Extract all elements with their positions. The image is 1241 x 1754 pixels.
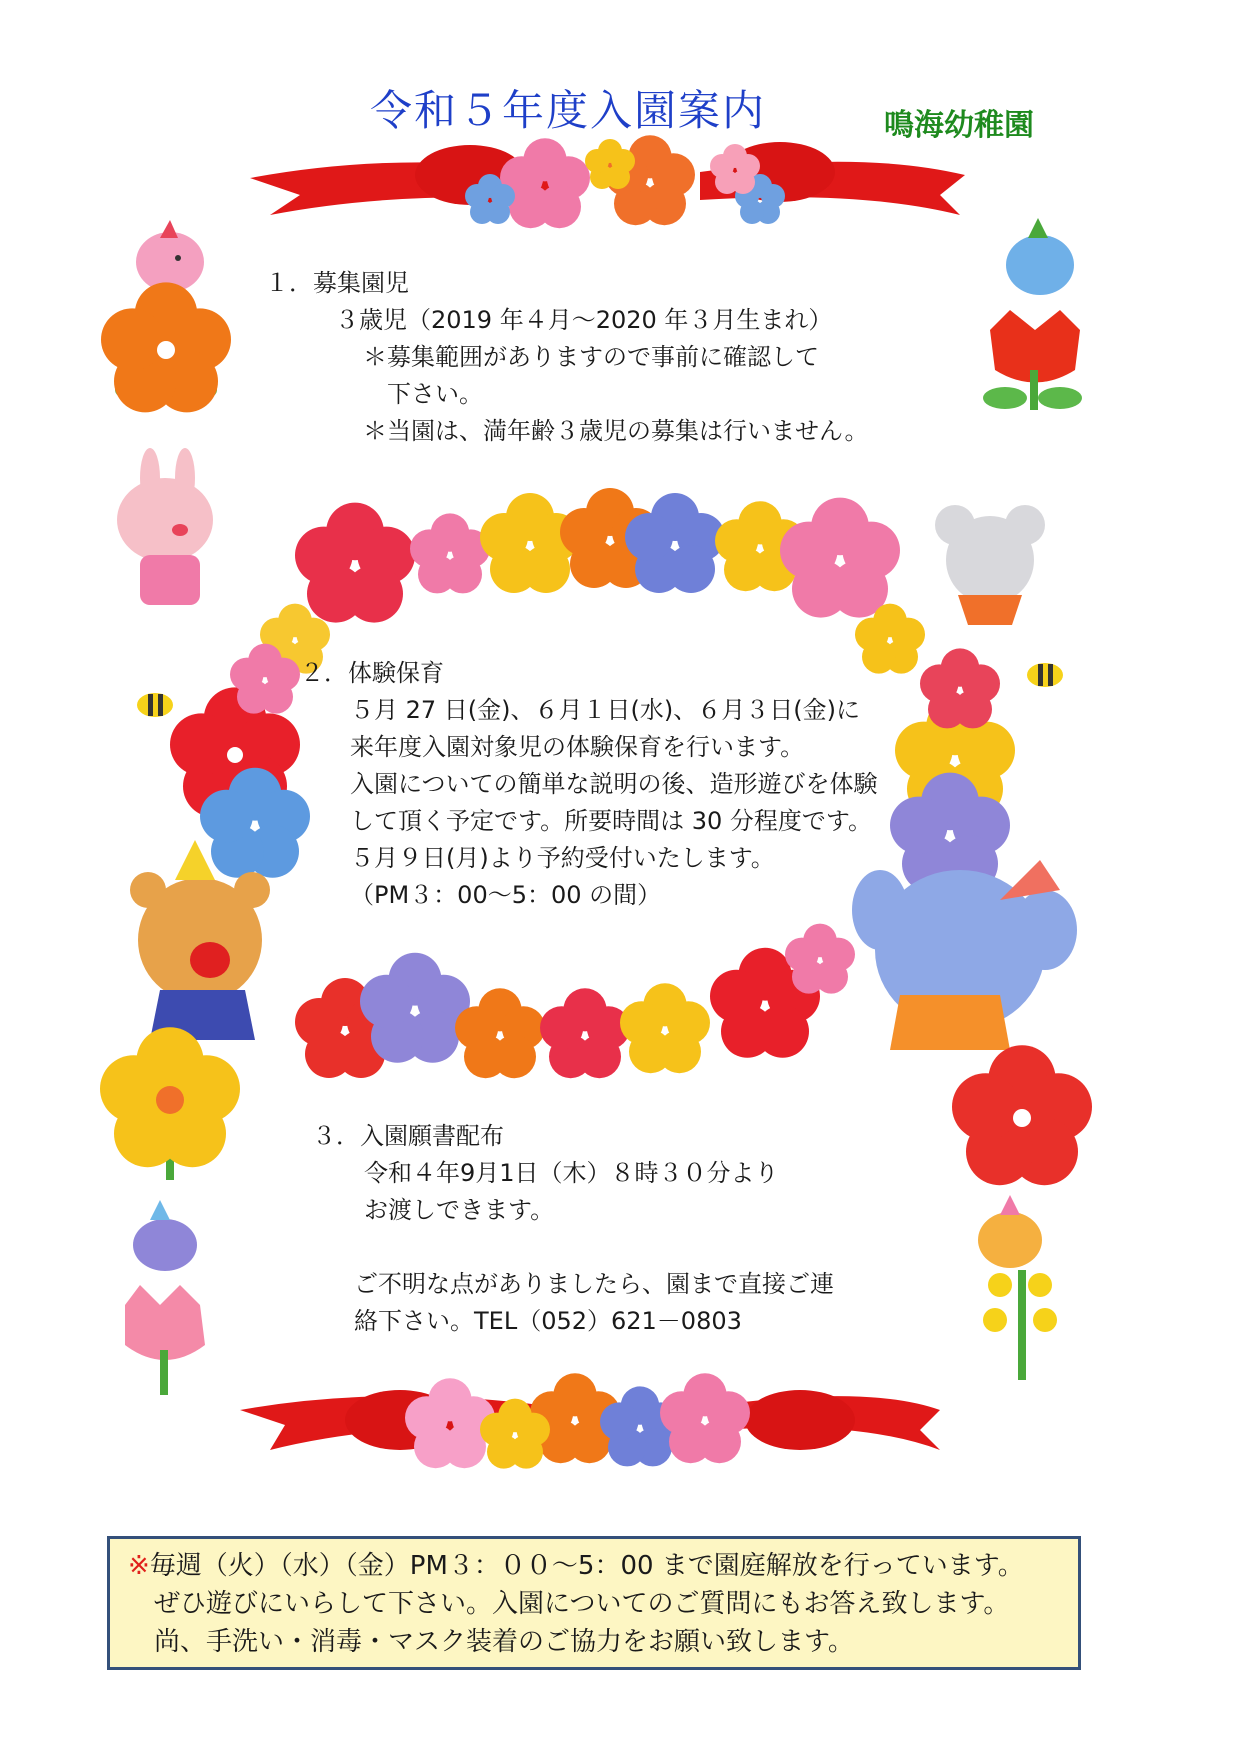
section-line: して頂く予定です。所要時間は 30 分程度です。 xyxy=(350,807,872,835)
section-line: ３歳児（2019 年４月～2020 年３月生まれ） xyxy=(335,306,833,334)
notice-line: 尚、手洗い・消毒・マスク装着のご協力をお願い致します。 xyxy=(154,1627,854,1657)
tulip-icon-left xyxy=(125,1285,205,1395)
tulip-icon-right xyxy=(983,310,1082,410)
bird-icon-top-right xyxy=(1006,218,1074,295)
flower-garland-top-icon xyxy=(465,135,785,228)
flower-icon-red-right xyxy=(952,1045,1092,1185)
section-line: ＊当園は、満年齢３歳児の募集は行いません。 xyxy=(363,417,869,445)
notice-line: ぜひ遊びにいらして下さい。入園についてのご質問にもお答え致します。 xyxy=(154,1589,1010,1619)
flower-garland-bottom-icon xyxy=(405,1373,750,1468)
section-line: ５月９日(月)より予約受付いたします。 xyxy=(350,844,775,872)
section-application xyxy=(312,1118,834,1340)
bird-icon-bottom-left xyxy=(133,1200,197,1271)
school-name: 鳴海幼稚園 xyxy=(884,108,1034,143)
bird-icon-bottom-right xyxy=(978,1195,1042,1268)
notice-mark: ※ xyxy=(128,1551,150,1581)
section-heading: ２．体験保育 xyxy=(300,659,444,687)
section-line: 来年度入園対象児の体験保育を行います。 xyxy=(350,733,805,761)
page-title: 令和５年度入園案内 xyxy=(370,86,767,135)
bee-icon-right xyxy=(1027,663,1063,687)
elephant-icon xyxy=(852,860,1077,1050)
flower-icon-yellow-left xyxy=(100,1027,240,1180)
notice-box xyxy=(107,1536,1081,1670)
rabbit-icon xyxy=(117,448,213,605)
section-trial xyxy=(300,655,878,914)
bird-icon-top-left xyxy=(136,220,204,292)
section-heading: ３．入園願書配布 xyxy=(312,1122,504,1150)
section-line: お渡しできます。 xyxy=(364,1196,555,1224)
flower-icon-yellow-right xyxy=(983,1270,1057,1380)
flower-icon-orange-left xyxy=(101,282,231,412)
section-line: （PM３：00～5：00 の間） xyxy=(350,881,662,909)
section-heading: １．募集園児 xyxy=(265,269,409,297)
notice-line xyxy=(128,1547,1024,1585)
contact-line: 絡下さい。TEL（052）621－0803 xyxy=(354,1307,742,1335)
section-line: 下さい。 xyxy=(363,380,483,408)
section-recruitment xyxy=(265,265,868,450)
section-line: ＊募集範囲がありますので事前に確認して xyxy=(363,343,819,371)
bee-icon-left xyxy=(137,693,173,717)
contact-line: ご不明な点がありましたら、園まで直接ご連 xyxy=(354,1270,834,1298)
mouse-icon xyxy=(935,505,1045,625)
notice-text: 毎週（火）（水）（金）PM３：００～5：00 まで園庭解放を行っています。 xyxy=(149,1551,1024,1581)
section-line: ５月 27 日(金)、６月１日(水)、６月３日(金)に xyxy=(350,696,860,724)
section-line: 令和４年9月1日（木）８時３０分より xyxy=(364,1159,779,1187)
flower-icon-right-cluster xyxy=(890,648,1015,892)
section-line: 入園についての簡単な説明の後、造形遊びを体験 xyxy=(350,770,878,798)
